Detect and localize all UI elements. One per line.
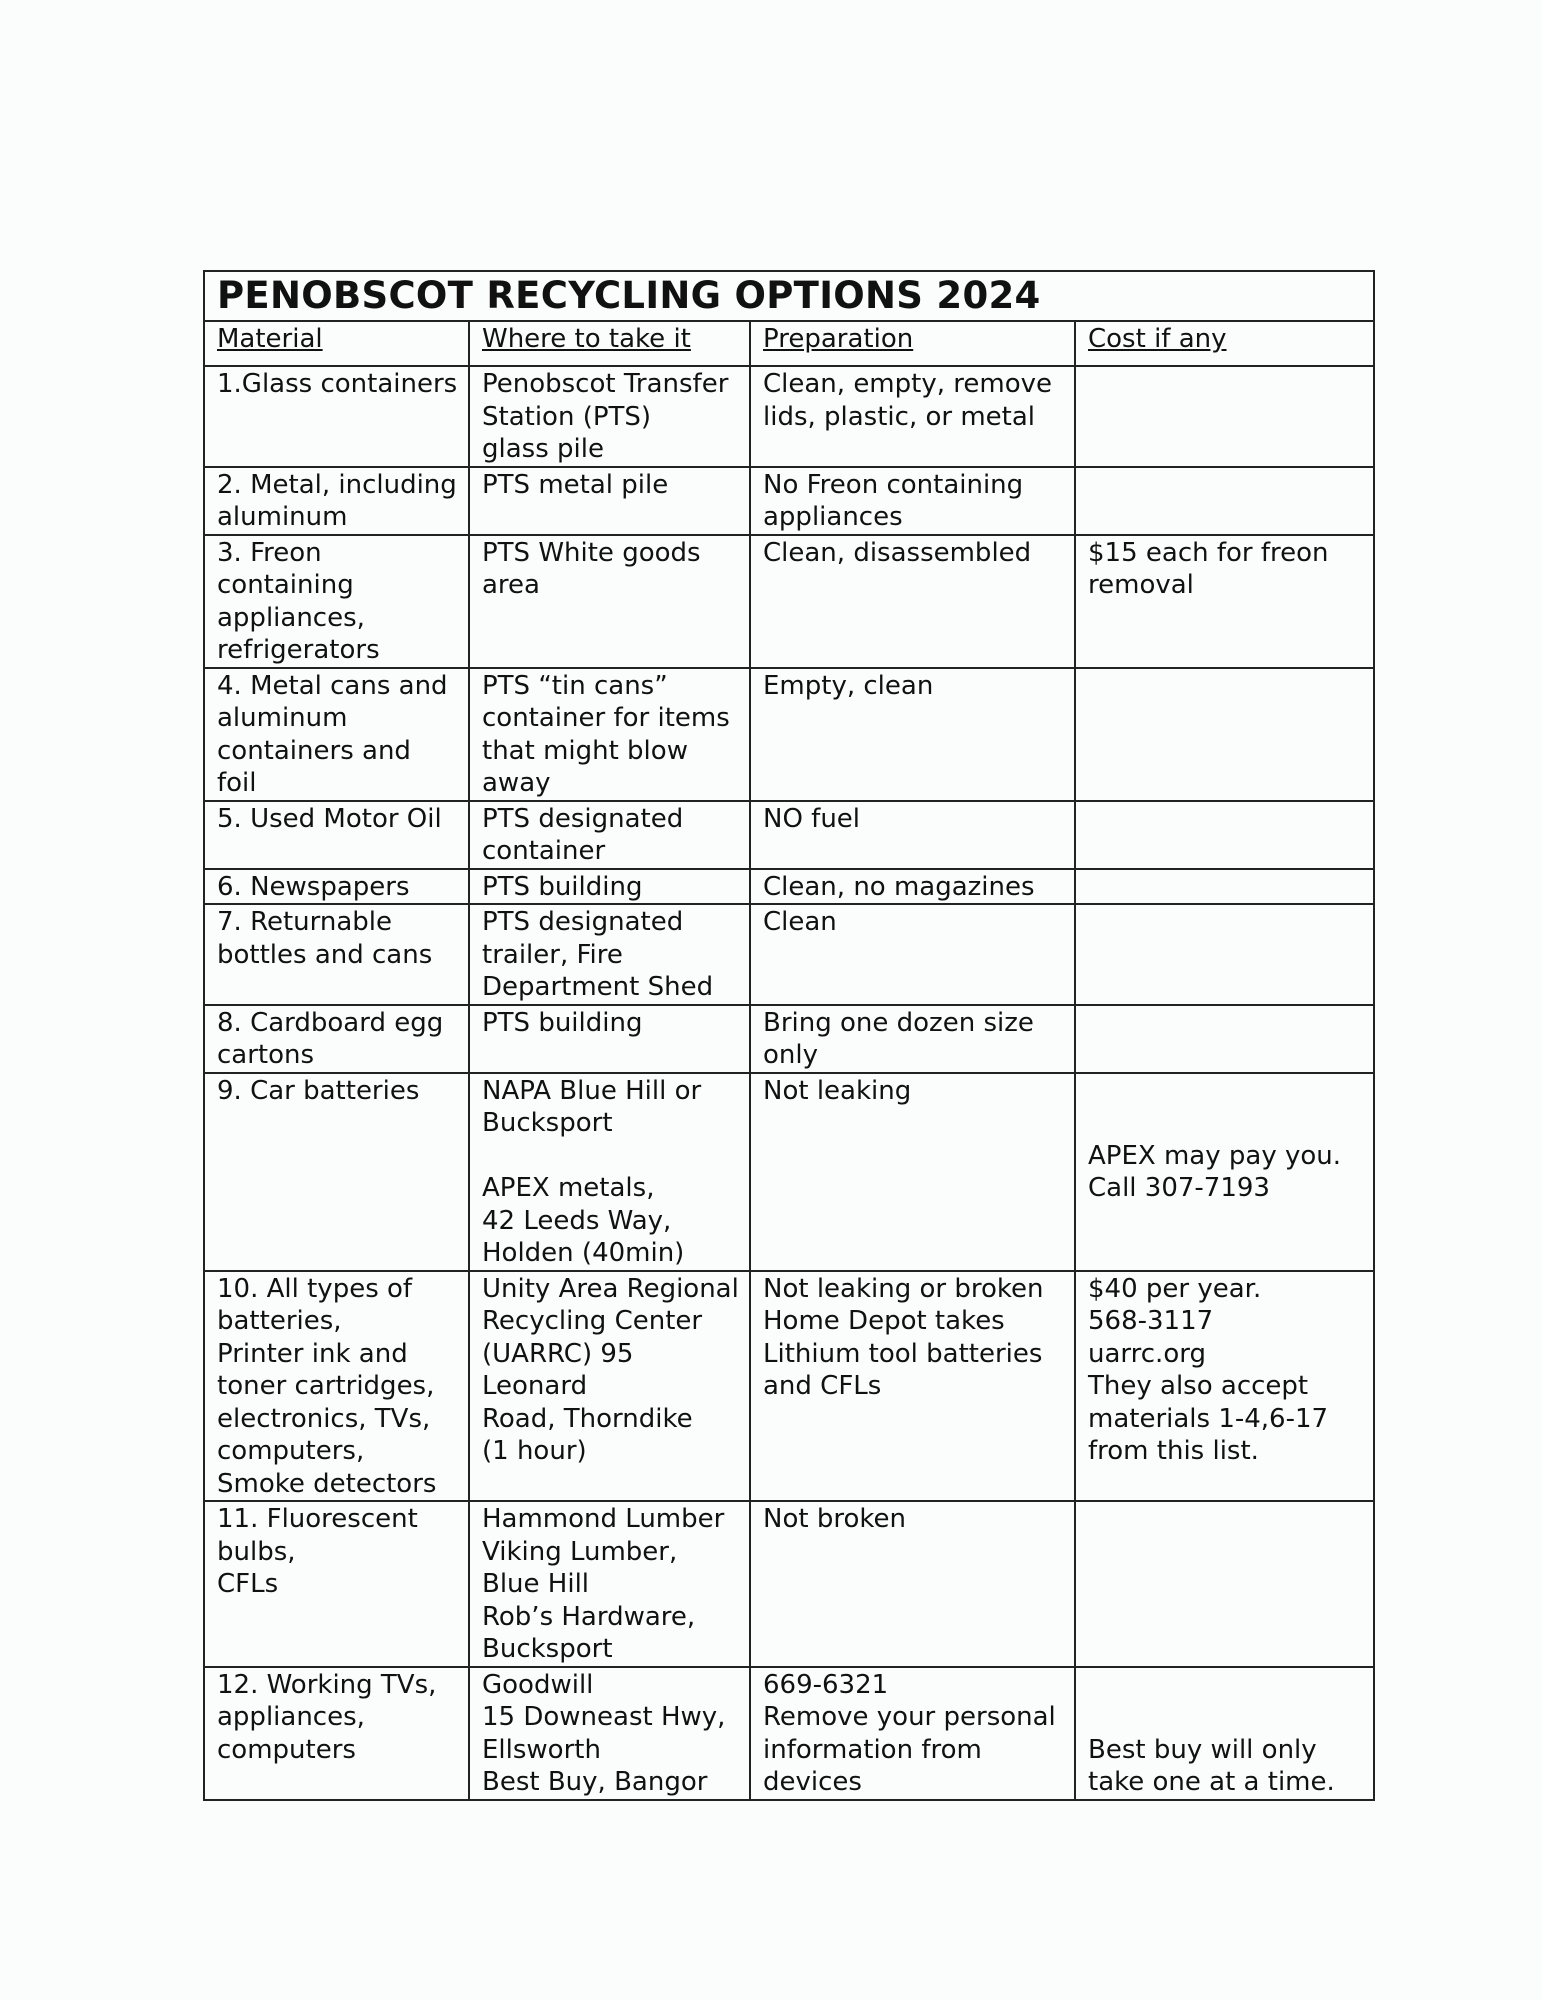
cell-material: 8. Cardboard egg cartons [205, 1005, 469, 1073]
cell-preparation: Clean [750, 904, 1075, 1005]
table-row [205, 366, 1373, 467]
cell-cost: $15 each for freon removal [1075, 535, 1373, 668]
cell-material: 5. Used Motor Oil [205, 801, 469, 869]
cell-cost [1075, 668, 1373, 801]
cell-material: 1.Glass containers [205, 366, 469, 467]
cell-where: PTS designated trailer, Fire Department Shed [469, 904, 750, 1005]
header-where: Where to take it [469, 322, 750, 366]
cell-where: PTS “tin cans” container for items that might blow away [469, 668, 750, 801]
cell-material: 12. Working TVs, appliances, computers [205, 1667, 469, 1799]
table-row [205, 467, 1373, 535]
table-row [205, 1073, 1373, 1271]
header-material: Material [205, 322, 469, 366]
cell-material: 7. Returnable bottles and cans [205, 904, 469, 1005]
cell-where: PTS metal pile [469, 467, 750, 535]
cell-cost [1075, 1501, 1373, 1667]
cell-cost: APEX may pay you. Call 307-7193 [1075, 1073, 1373, 1271]
header-preparation: Preparation [750, 322, 1075, 366]
table-row [205, 801, 1373, 869]
cell-cost [1075, 904, 1373, 1005]
cell-preparation: Not leaking or broken Home Depot takes Lithium tool batteries and CFLs [750, 1271, 1075, 1502]
cell-preparation: NO fuel [750, 801, 1075, 869]
cell-preparation: 669-6321 Remove your personal information from devices [750, 1667, 1075, 1799]
cell-material: 6. Newspapers [205, 869, 469, 905]
cell-preparation: Bring one dozen size only [750, 1005, 1075, 1073]
cell-where: PTS building [469, 869, 750, 905]
cell-where: PTS White goods area [469, 535, 750, 668]
table-row [205, 535, 1373, 668]
table-row [205, 1271, 1373, 1502]
cell-material: 10. All types of batteries, Printer ink and toner cartridges, electronics, TVs, computers, Smoke detectors [205, 1271, 469, 1502]
cell-where: Unity Area Regional Recycling Center (UARRC) 95 Leonard Road, Thorndike (1 hour) [469, 1271, 750, 1502]
table-row [205, 668, 1373, 801]
cell-where: Penobscot Transfer Station (PTS) glass pile [469, 366, 750, 467]
cell-preparation: Clean, no magazines [750, 869, 1075, 905]
cell-cost [1075, 366, 1373, 467]
cell-preparation: Not leaking [750, 1073, 1075, 1271]
table-row [205, 869, 1373, 905]
cell-preparation: Clean, disassembled [750, 535, 1075, 668]
cell-where: Hammond Lumber Viking Lumber, Blue Hill Rob’s Hardware, Bucksport [469, 1501, 750, 1667]
header-row [205, 322, 1373, 366]
cell-where: Goodwill 15 Downeast Hwy, Ellsworth Best Buy, Bangor [469, 1667, 750, 1799]
cell-preparation: Not broken [750, 1501, 1075, 1667]
cell-preparation: Clean, empty, remove lids, plastic, or metal [750, 366, 1075, 467]
cell-where: PTS designated container [469, 801, 750, 869]
cell-preparation: No Freon containing appliances [750, 467, 1075, 535]
cell-cost [1075, 467, 1373, 535]
table-row [205, 1005, 1373, 1073]
cell-cost [1075, 869, 1373, 905]
cell-cost [1075, 801, 1373, 869]
cell-cost: Best buy will only take one at a time. [1075, 1667, 1373, 1799]
recycling-sheet [203, 270, 1375, 1801]
cell-material: 4. Metal cans and aluminum containers and foil [205, 668, 469, 801]
table-row [205, 1667, 1373, 1799]
header-cost: Cost if any [1075, 322, 1373, 366]
cell-material: 2. Metal, including aluminum [205, 467, 469, 535]
table-row [205, 1501, 1373, 1667]
table-row [205, 904, 1373, 1005]
cell-material: 3. Freon containing appliances, refrigerators [205, 535, 469, 668]
cell-cost: $40 per year. 568-3117 uarrc.org They also accept materials 1-4,6-17 from this list. [1075, 1271, 1373, 1502]
cell-where: PTS building [469, 1005, 750, 1073]
cell-material: 9. Car batteries [205, 1073, 469, 1271]
page-title: PENOBSCOT RECYCLING OPTIONS 2024 [205, 272, 1373, 322]
recycling-table [205, 322, 1373, 1799]
cell-cost [1075, 1005, 1373, 1073]
cell-where: NAPA Blue Hill or Bucksport APEX metals, 42 Leeds Way, Holden (40min) [469, 1073, 750, 1271]
cell-material: 11. Fluorescent bulbs, CFLs [205, 1501, 469, 1667]
cell-preparation: Empty, clean [750, 668, 1075, 801]
